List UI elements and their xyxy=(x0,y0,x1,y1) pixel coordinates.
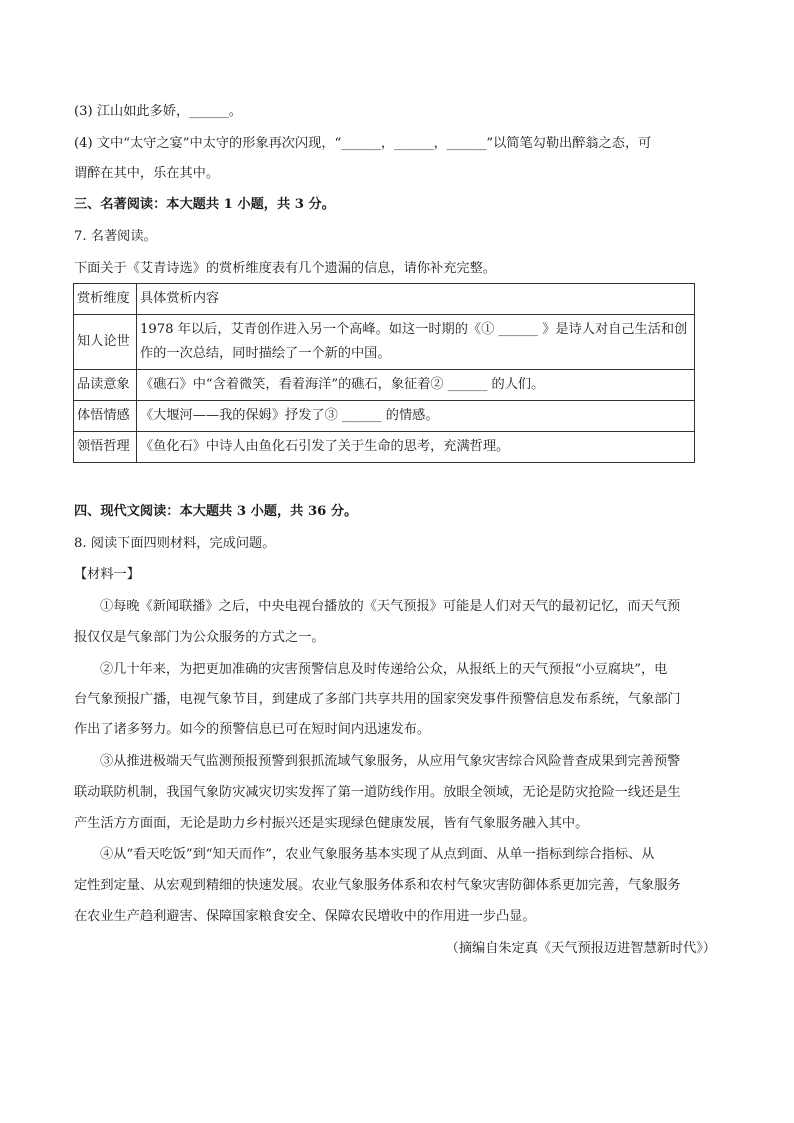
question-6-item-3: (3) 江山如此多娇，______。 xyxy=(74,104,242,119)
paragraph-2-line: 台气象预报广播，电视气象节目，到建成了多部门共享共用的国家突发事件预警信息发布系统，气象部门 xyxy=(74,692,681,707)
material-1-label: 【材料一】 xyxy=(74,567,140,582)
paragraph-4-line: 在农业生产趋利避害、保障国家粮食安全、保障农民增收中的作用进一步凸显。 xyxy=(74,909,536,924)
paragraph-3-line: 产生活方方面面，无论是助力乡村振兴还是实现绿色健康发展，皆有气象服务融入其中。 xyxy=(74,816,589,831)
table-row xyxy=(74,315,695,370)
question-6-item-4-line-1: (4) 文中“太守之宴”中太守的形象再次闪现，“______，______，______”以简笔勾勒出醉翁之态，可 xyxy=(74,136,652,151)
table-row-content: 《大堰河——我的保姆》抒发了③ ______ 的情感。 xyxy=(137,401,695,432)
paragraph-4-line: 定性到定量、从宏观到精细的快速发展。农业气象服务体系和农村气象灾害防御体系更加完善，气象服务 xyxy=(74,878,681,893)
table-row-content: 1978 年以后，艾青创作进入另一个高峰。如这一时期的《① ______ 》是诗人对自己生活和创作的一次总结，同时描绘了一个新的中国。 xyxy=(137,315,695,370)
table-row-content: 《礁石》中“含着微笑，看着海洋”的礁石，象征着② ______ 的人们。 xyxy=(137,370,695,401)
material-source: （摘编自朱定真《天气预报迈进智慧新时代》） xyxy=(445,941,716,956)
paragraph-4-line: ④从“看天吃饭”到“知天而作”，农业气象服务基本实现了从点到面、从单一指标到综合指标、从 xyxy=(100,847,655,862)
table-row xyxy=(74,432,695,463)
paragraph-1-line: ①每晚《新闻联播》之后，中央电视台播放的《天气预报》可能是人们对天气的最初记忆，而天气预 xyxy=(100,599,681,614)
paragraph-2-line: ②几十年来，为把更加准确的灾害预警信息及时传递给公众，从报纸上的天气预报“小豆腐块”，电 xyxy=(100,662,668,677)
question-8-title: 8. 阅读下面四则材料，完成问题。 xyxy=(74,536,276,551)
table-row-dimension: 体悟情感 xyxy=(74,401,137,432)
table-row-content: 《鱼化石》中诗人由鱼化石引发了关于生命的思考，充满哲理。 xyxy=(137,432,695,463)
paragraph-2-line: 作出了诸多努力。如今的预警信息已可在短时间内迅速发布。 xyxy=(74,722,431,737)
table-row xyxy=(74,370,695,401)
table-header-content: 具体赏析内容 xyxy=(137,284,695,315)
question-7-intro: 下面关于《艾青诗选》的赏析维度表有几个遗漏的信息，请你补充完整。 xyxy=(74,261,496,276)
table-header-dimension: 赏析维度 xyxy=(74,284,137,315)
appreciation-table xyxy=(73,283,695,463)
paragraph-1-line: 报仅仅是气象部门为公众服务的方式之一。 xyxy=(74,630,325,645)
table-row-dimension: 品读意象 xyxy=(74,370,137,401)
table-row-dimension: 领悟哲理 xyxy=(74,432,137,463)
table-header-row xyxy=(74,284,695,315)
section-3-heading: 三、名著阅读：本大题共 1 小题，共 3 分。 xyxy=(74,197,335,212)
question-6-item-4-line-2: 谓醉在其中，乐在其中。 xyxy=(74,166,220,181)
paragraph-3-line: 联动联防机制，我国气象防灾减灾切实发挥了第一道防线作用。放眼全领域，无论是防灾抢险一线还是生 xyxy=(74,785,681,800)
table-row xyxy=(74,401,695,432)
paragraph-3-line: ③从推进极端天气监测预报预警到狠抓流域气象服务，从应用气象灾害综合风险普查成果到完善预警 xyxy=(100,754,681,769)
question-7-title: 7. 名著阅读。 xyxy=(74,229,157,244)
table-row-dimension: 知人论世 xyxy=(74,315,137,370)
section-4-heading: 四、现代文阅读：本大题共 3 小题，共 36 分。 xyxy=(74,504,358,519)
